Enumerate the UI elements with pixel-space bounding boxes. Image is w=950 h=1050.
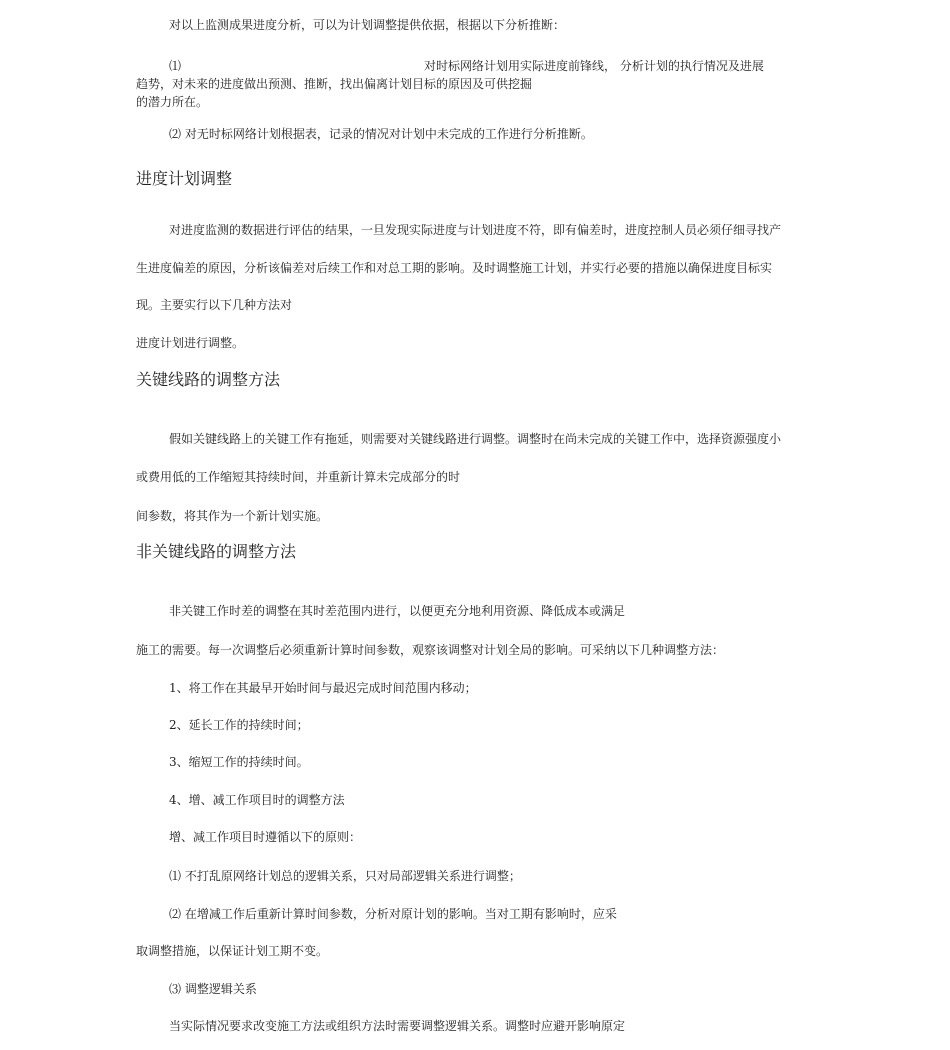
item2-paragraph: ⑵ 对无时标网络计划根据表，记录的情况对计划中未完成的工作进行分析推断。: [169, 127, 593, 141]
section1-line: 进度计划进行调整。: [136, 336, 245, 350]
section2-line: 间参数，将其作为一个新计划实施。: [136, 509, 329, 523]
section3-line: 当实际情况要求改变施工方法或组织方法时需要调整逻辑关系。调整时应避开影响原定: [169, 1019, 626, 1033]
section3-list-item: 3、缩短工作的持续时间。: [169, 755, 309, 769]
item1-line2: 趋势，对未来的进度做出预测、推断，找出偏离计划目标的原因及可供挖掘: [136, 77, 533, 91]
section2-heading: 关键线路的调整方法: [136, 370, 281, 389]
section1-line: 现。主要实行以下几种方法对: [136, 298, 293, 312]
section2-line: 或费用低的工作缩短其持续时间，并重新计算未完成部分的时: [136, 470, 461, 484]
section3-list-item: 1、将工作在其最早开始时间与最迟完成时间范围内移动；: [169, 681, 477, 695]
item1-number: ⑴: [169, 59, 182, 73]
section1-line: 生进度偏差的原因，分析该偏差对后续工作和对总工期的影响。及时调整施工计划，并实行必要的措施以确保进度目标实: [136, 261, 773, 275]
section3-principle: ⑵ 在增减工作后重新计算时间参数，分析对原计划的影响。当对工期有影响时，应采: [169, 907, 617, 921]
section3-heading: 非关键线路的调整方法: [136, 542, 297, 561]
section3-principle: ⑴ 不打乱原网络计划总的逻辑关系，只对局部逻辑关系进行调整；: [169, 869, 521, 883]
item1-line1: 对时标网络计划用实际进度前锋线， 分析计划的执行情况及进展: [424, 59, 764, 73]
section1-line: 对进度监测的数据进行评估的结果，一旦发现实际进度与计划进度不符，即有偏差时，进度控制人员必须仔细寻找产: [169, 223, 782, 237]
section3-list-item: 4、增、减工作项目时的调整方法: [169, 793, 345, 807]
section1-heading: 进度计划调整: [136, 169, 233, 188]
item1-line3: 的潜力所在。: [136, 95, 209, 109]
section3-line: 取调整措施，以保证计划工期不变。: [136, 944, 329, 958]
section3-line: 非关键工作时差的调整在其时差范围内进行，以便更充分地利用资源、降低成本或满足: [169, 604, 626, 618]
section3-line: 增、减工作项目时遵循以下的原则：: [169, 830, 362, 844]
section2-line: 假如关键线路上的关键工作有拖延，则需要对关键线路进行调整。调整时在尚未完成的关键工作中，选择资源强度小: [169, 432, 782, 446]
intro-paragraph: 对以上监测成果进度分析，可以为计划调整提供依据，根据以下分析推断：: [169, 18, 566, 32]
section3-principle: ⑶ 调整逻辑关系: [169, 982, 257, 996]
section3-list-item: 2、延长工作的持续时间；: [169, 718, 309, 732]
section3-line: 施工的需要。每一次调整后必须重新计算时间参数，观察该调整对计划全局的影响。可采纳以下几种调整方法：: [136, 643, 725, 657]
